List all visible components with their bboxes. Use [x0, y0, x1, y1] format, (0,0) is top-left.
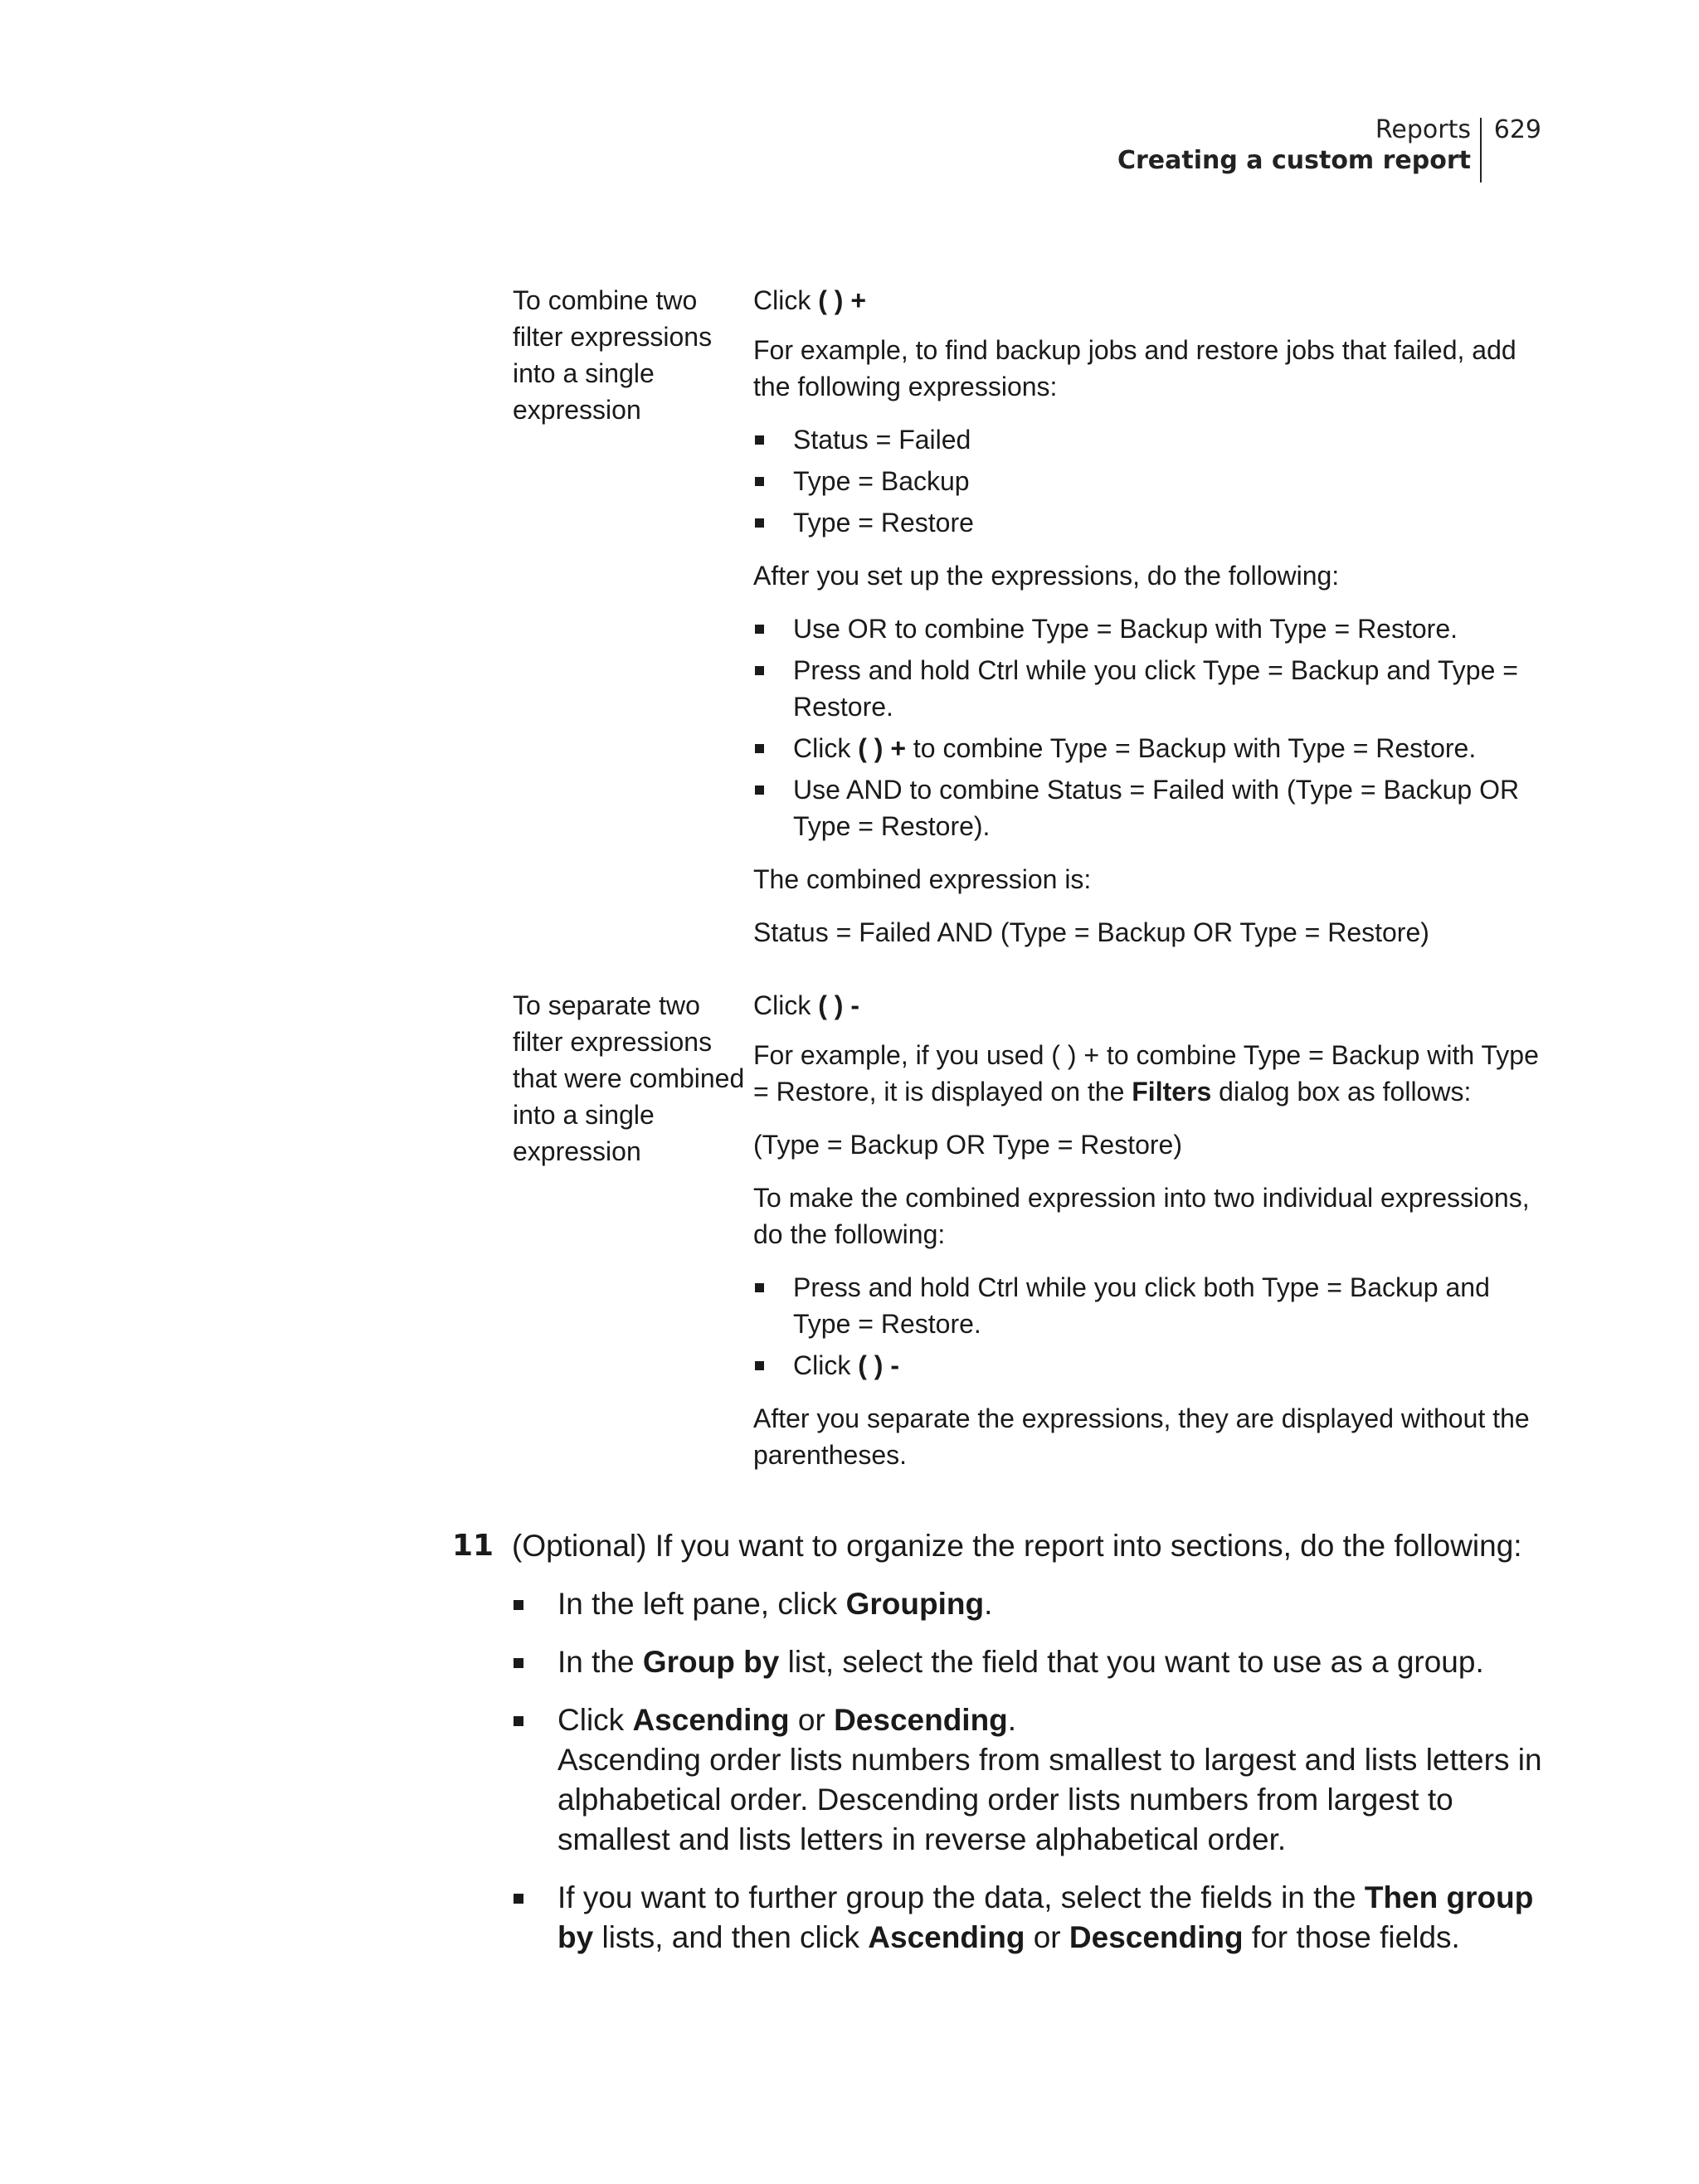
list-item: If you want to further group the data, select the fields in the Then group by lists, and then click Ascending or Descending for those fields. — [512, 1878, 1547, 1958]
list-item: Status = Failed — [753, 421, 1541, 458]
option-description — [753, 987, 1541, 1490]
step-lead: (Optional) If you want to organize the report into sections, do the following: — [512, 1529, 1522, 1563]
list-item: Click ( ) - — [753, 1347, 1541, 1384]
header-titles — [1117, 114, 1471, 176]
make-individual-text: To make the combined expression into two individual expressions, do the following: — [753, 1183, 1530, 1249]
combined-expression: Status = Failed AND (Type = Backup OR Type = Restore) — [753, 917, 1429, 947]
sort-order-explanation: Ascending order lists numbers from smallest to largest and lists letters in alphabetical order. Descending order lists numbers from largest to smallest and lists letters in reverse alphabetical order. — [557, 1743, 1542, 1856]
list-item: Click Ascending or Descending. Ascending order lists numbers from smallest to largest and lists letters in alphabetical order. Descending order lists numbers from largest to smallest and lists letters in reverse alphabetical order. — [512, 1700, 1547, 1860]
list-item: Type = Backup — [753, 463, 1541, 499]
option-label: To separate two filter expressions that were combined into a single expression — [513, 990, 745, 1166]
after-separate-text: After you separate the expressions, they are displayed without the parentheses. — [753, 1403, 1530, 1470]
example-text: For example, if you used ( ) + to combine Type = Backup with Type = Restore, it is displayed on the Filters dialog box as follows: — [753, 1040, 1539, 1107]
separate-steps-list — [753, 1269, 1541, 1384]
option-action: Click ( ) - — [753, 990, 859, 1020]
page-number: 629 — [1493, 115, 1541, 144]
step-11 — [452, 1526, 1547, 1976]
option-row-separate — [513, 987, 1541, 1490]
running-header — [795, 114, 1541, 182]
list-item: Type = Restore — [753, 504, 1541, 541]
list-item: In the left pane, click Grouping. — [512, 1584, 1547, 1624]
list-item: Use AND to combine Status = Failed with (Type = Backup OR Type = Restore). — [753, 771, 1541, 844]
option-row-combine — [513, 282, 1541, 967]
after-setup-text: After you set up the expressions, do the following: — [753, 561, 1340, 591]
displayed-expression: (Type = Backup OR Type = Restore) — [753, 1130, 1182, 1160]
step-number: 11 — [452, 1529, 494, 1563]
combined-intro: The combined expression is: — [753, 864, 1092, 894]
list-item: In the Group by list, select the field that you want to use as a group. — [512, 1642, 1547, 1682]
header-divider — [1480, 118, 1482, 182]
section-title: Creating a custom report — [1117, 146, 1471, 175]
chapter-title: Reports — [1375, 115, 1471, 144]
step-bullet-list — [512, 1584, 1547, 1958]
option-action: Click ( ) + — [753, 285, 866, 315]
list-item: Press and hold Ctrl while you click Type = Backup and Type = Restore. — [753, 652, 1541, 725]
list-item: Press and hold Ctrl while you click both Type = Backup and Type = Restore. — [753, 1269, 1541, 1342]
combine-steps-list — [753, 610, 1541, 844]
list-item: Use OR to combine Type = Backup with Type = Restore. — [753, 610, 1541, 647]
filter-options-table — [513, 282, 1541, 1510]
example-text: For example, to find backup jobs and restore jobs that failed, add the following expressions: — [753, 335, 1516, 401]
option-description — [753, 282, 1541, 967]
option-label: To combine two filter expressions into a single expression — [513, 285, 713, 425]
expression-list — [753, 421, 1541, 541]
list-item: Click ( ) + to combine Type = Backup with Type = Restore. — [753, 730, 1541, 766]
step-content — [512, 1526, 1547, 1958]
